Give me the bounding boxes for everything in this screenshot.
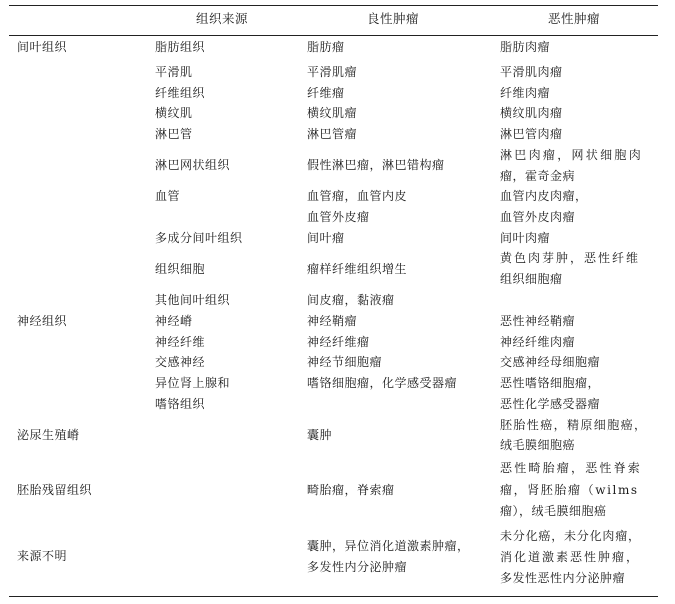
tissue-sympathetic-nerve: 交感神经 [155,355,206,369]
malignant-fibrosarcoma: 纤维肉瘤 [500,86,551,100]
tissue-fibrous: 纤维组织 [155,86,206,100]
benign-unknown-line1: 囊肿，异位消化道激素肿瘤， [307,539,470,553]
malignant-teratoma-line3: 瘤），绒毛膜细胞癌 [500,504,607,518]
tissue-neural-crest: 神经嵴 [155,314,193,328]
malignant-unknown-line1: 未分化癌，未分化肉瘤， [500,529,641,543]
category-unknown-origin: 来源不明 [17,549,68,563]
malignant-unknown-line3: 多发性恶性内分泌肿瘤 [500,571,626,585]
category-embryonic-remnant: 胚胎残留组织 [17,483,93,497]
benign-unknown-line2: 多发性内分泌肿瘤 [307,560,408,574]
malignant-lymphangiosarcoma: 淋巴管肉瘤 [500,127,563,141]
malignant-rhabdomyosarcoma: 横纹肌肉瘤 [500,106,563,120]
table-bottom-rule [9,596,658,597]
benign-hemangioma-line1: 血管瘤，血管内皮 [307,189,408,203]
malignant-embryonal-carcinoma-line2: 绒毛膜细胞癌 [500,438,576,452]
header-tissue-origin: 组织来源 [196,11,249,26]
malignant-liposarcoma: 脂肪肉瘤 [500,40,551,54]
malignant-lymphosarcoma-line1: 淋巴肉瘤，网状细胞肉 [500,148,644,162]
benign-lipoma: 脂肪瘤 [307,40,345,54]
malignant-angiosarcoma-line1: 血管内皮肉瘤， [500,189,588,203]
header-bottom-rule [9,35,658,36]
tissue-multi-mesenchymal: 多成分间叶组织 [155,231,243,245]
benign-fibrous-proliferation: 瘤样纤维组织增生 [307,262,408,276]
benign-neurilemmoma: 神经鞘瘤 [307,314,358,328]
tissue-other-mesenchymal: 其他间叶组织 [155,293,231,307]
tissue-blood-vessel: 血管 [155,189,181,203]
malignant-angiosarcoma-line2: 血管外皮肉瘤 [500,210,576,224]
tissue-smooth-muscle: 平滑肌 [155,65,193,79]
benign-pseudolymphoma: 假性淋巴瘤，淋巴错构瘤 [307,158,445,172]
malignant-neurilemmoma: 恶性神经鞘瘤 [500,314,576,328]
table-top-rule [9,5,658,6]
benign-neurofibroma: 神经纤维瘤 [307,335,370,349]
benign-pheochromocytoma: 嗜铬细胞瘤，化学感受器瘤 [307,376,458,390]
malignant-xanthogranuloma-line2: 组织细胞瘤 [500,272,563,286]
category-urogenital-ridge: 泌尿生殖嵴 [17,428,80,442]
tissue-striated-muscle: 横纹肌 [155,106,193,120]
header-malignant-tumor: 恶性肿瘤 [548,11,601,26]
tissue-histiocyte: 组织细胞 [155,262,206,276]
benign-hemangioma-line2: 血管外皮瘤 [307,210,370,224]
tissue-adipose: 脂肪组织 [155,40,206,54]
malignant-pheochromocytoma-line2: 恶性化学感受器瘤 [500,397,601,411]
benign-teratoma: 畸胎瘤，脊索瘤 [307,483,395,497]
malignant-neurofibrosarcoma: 神经纤维肉瘤 [500,335,576,349]
tissue-ectopic-adrenal-line2: 嗜铬组织 [155,397,206,411]
tissue-lymphatic-vessel: 淋巴管 [155,127,193,141]
benign-mesothelioma: 间皮瘤，黏液瘤 [307,293,395,307]
malignant-teratoma-line2: 瘤，肾胚胎瘤（wilms [500,483,639,497]
benign-ganglioneuroma: 神经节细胞瘤 [307,355,383,369]
malignant-unknown-line2: 消化道激素恶性肿瘤， [500,550,641,564]
header-benign-tumor: 良性肿瘤 [367,11,420,26]
malignant-teratoma-line1: 恶性畸胎瘤，恶性脊索 [500,461,643,475]
malignant-leiomyosarcoma: 平滑肌肉瘤 [500,65,563,79]
malignant-pheochromocytoma-line1: 恶性嗜铬细胞瘤， [500,376,601,390]
category-mesenchymal: 间叶组织 [17,40,68,54]
tissue-ectopic-adrenal-line1: 异位肾上腺和 [155,376,231,390]
malignant-sympathoblastoma: 交感神经母细胞瘤 [500,355,601,369]
benign-cyst: 囊肿 [307,428,333,442]
malignant-xanthogranuloma-line1: 黄色肉芽肿，恶性纤维 [500,251,641,265]
benign-mesenchymoma: 间叶瘤 [307,231,345,245]
benign-rhabdomyoma: 横纹肌瘤 [307,106,358,120]
malignant-lymphosarcoma-line2: 瘤，霍奇金病 [500,169,576,183]
benign-leiomyoma: 平滑肌瘤 [307,65,358,79]
benign-fibroma: 纤维瘤 [307,86,345,100]
tissue-nerve-fiber: 神经纤维 [155,335,206,349]
malignant-mesenchymal-sarcoma: 间叶肉瘤 [500,231,551,245]
category-neural: 神经组织 [17,314,68,328]
tissue-lymphoreticular: 淋巴网状组织 [155,158,231,172]
malignant-embryonal-carcinoma-line1: 胚胎性癌，精原细胞癌， [500,418,648,432]
benign-lymphangioma: 淋巴管瘤 [307,127,358,141]
